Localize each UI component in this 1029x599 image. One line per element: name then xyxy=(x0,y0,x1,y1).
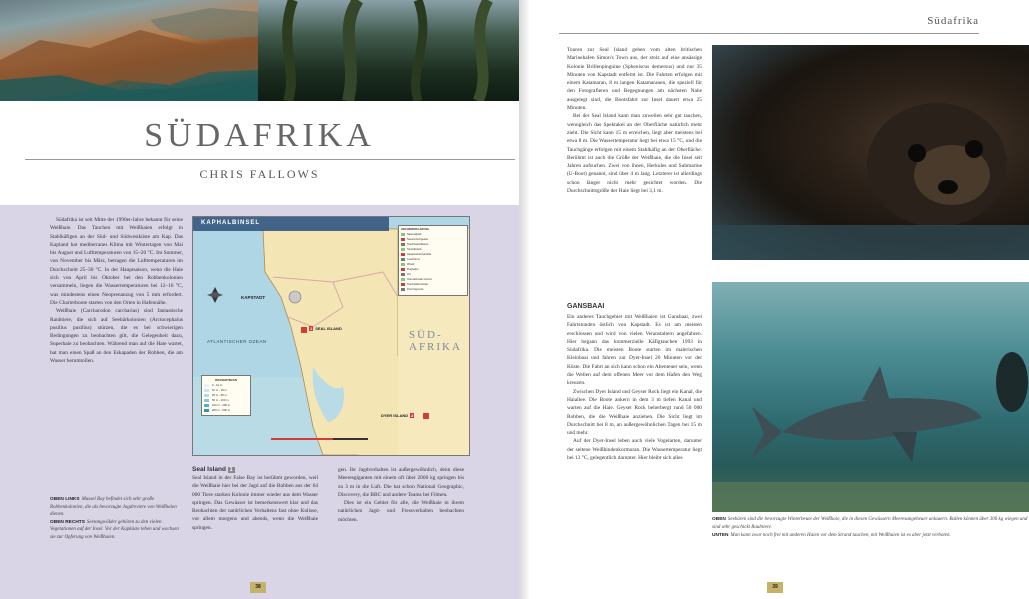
title-rule xyxy=(25,159,515,160)
right-captions xyxy=(712,516,1029,539)
seal-island-paragraph: Seal Island in der False Bay ist berühmt geworden, weil die Weißhaie hier bei der Jagd auf die Robben aus der 64 000 Tiere starken Kolonie immer wieder aus dem Wasser springen. Das Gewässer ist bemerkenswert klar und das Beobachten der natürlichen Verhaltens fast ohne Kulisse, vor allem morgens und abends, wenn die Weißhaie springen. xyxy=(192,475,318,531)
white-shark-photo xyxy=(712,282,1029,512)
map-sea-label: ATLANTISCHER OZEAN xyxy=(207,339,267,344)
legend-swatch xyxy=(401,258,405,261)
gansbaai-paragraph: Zwischen Dyer Island und Geyser Rock liegt ein Kanal, die Haiallee. Die Boote ankern in dem 3 m tiefen Kanal und warten auf die Haie. Geyser Rock beherbergt rund 50 000 Robben, die die Weißhaie anziehen. Die Sicht liegt im Durchschnitt bei 8 m, an außergewöhnlichen Tagen bei 15 m und mehr. xyxy=(567,388,702,437)
map-title: KAPHALBINSEL xyxy=(201,220,261,226)
legend-swatch xyxy=(401,253,405,256)
depth-list xyxy=(204,383,248,413)
seal-island-heading: Seal Island 1 xyxy=(192,466,233,473)
legend-swatch xyxy=(401,233,405,236)
depth-swatch xyxy=(204,404,209,407)
page-number-left: 38 xyxy=(250,582,266,593)
shark-illustration xyxy=(712,282,1029,512)
legend-swatch xyxy=(401,273,405,276)
seal-island-column xyxy=(192,474,318,532)
legend-item: Internationale Grenze xyxy=(401,278,465,283)
legend-swatch xyxy=(401,248,405,251)
depth-item: 200 m - 500 m xyxy=(204,408,248,413)
coastline-photo xyxy=(0,0,258,101)
page-number-right: 39 xyxy=(767,582,783,593)
dyer-island-marker xyxy=(423,413,429,419)
legend-item: Flughafen xyxy=(401,268,465,273)
right-page xyxy=(529,0,1029,599)
legend-swatch xyxy=(401,263,405,266)
legend-item: Provinzgrenze xyxy=(401,288,465,293)
running-head-rule xyxy=(559,33,979,34)
third-column-paragraph: gen. Ihr Jagdverhalten ist außergewöhnlich, denn diese Meeresgiganten mit einem oft über 2000 kg springen bis zu 3 m in die Luft. Die hat schon National Geographic, Discovery, die BBC und andere Teams bei Filmen. xyxy=(338,467,464,498)
intro-column xyxy=(50,216,183,365)
depth-item: 0 - 10 m xyxy=(204,383,248,388)
left-captions xyxy=(50,496,183,542)
seal-illustration xyxy=(712,45,1029,260)
legend-item: Naturschutzgebiet xyxy=(401,238,465,243)
legend-swatch xyxy=(401,268,405,271)
legend-item: Tauchplätze/Anker xyxy=(401,283,465,288)
coastline-illustration xyxy=(0,0,258,101)
legend-title: ZEICHENERKLÄRUNG xyxy=(401,228,429,231)
legend-item: Leuchtturm xyxy=(401,258,465,263)
depth-item: 50 m - 100 m xyxy=(204,398,248,403)
author-name: CHRIS FALLOWS xyxy=(199,167,320,181)
seal-island-marker xyxy=(301,327,307,333)
third-column xyxy=(338,466,464,524)
depth-swatch xyxy=(204,409,209,412)
map-site2-label: DYER ISLAND 2 xyxy=(381,413,414,418)
kelp-forest-photo xyxy=(258,0,519,101)
depth-swatch xyxy=(204,399,209,402)
book-title: SÜDAFRIKA xyxy=(144,117,375,154)
right-paragraph: Touren zur Seal Island gehen vom alten britischen Marinehafen Simon's Town aus, der stolz auf eine ansässige Kolonie Brillenpinguine (Spheniscus demersus) und nur 35 Minuten von Kapstadt entfernt ist. Die Fahrten erfolgen mit einem Katamaran, 8 m langen Katamaranen, die speziell für den Fotografieren und Begegnungen am nächsten Nahe ausgelegt sind, die Bootsfahrt zur Insel dauert etwa 25 Minuten. xyxy=(567,47,702,112)
gansbaai-heading: GANSBAAI xyxy=(567,303,605,310)
legend-item: Strandhotels xyxy=(401,248,465,253)
fur-seal-photo xyxy=(712,45,1029,260)
intro-paragraph: Südafrika ist seit Mitte der 1990er-Jahre bekannt für seine Weißhaie. Das Tauchen mit Weißhaien erfolgt in Stahlkäfigen an der Süd- und Südwestküste am Kap. Das Kapland hat mediterranes Klima mit Wintertagen von Mai bis August und Lufttemperaturen von 15–20 °C. Im Sommer, von November bis März, betragen die Lufttemperaturen im Durchschnitt 25–30 °C. In der Hauptsaison, wenn die Haie sich von April bis Oktober bei den Robbenkolonien versammeln, liegen die Wassertemperaturen bei 12–16 °C, was mindestens einen Neoprenanzug von 5 mm erfordert. Die Charterboote starten von den Orten in Hafennähe. xyxy=(50,217,183,306)
gansbaai-paragraph: Ein anderes Tauchgebiet mit Weißhaien ist Gansbaai, zwei Fahrtstunden östlich von Kapstadt. Es ist am meisten erschlossen und wird von vielen Veranstaltern angefahren. Hier begann das kommerzielle Käfigtauchen 1993 in Südafrika. Die meisten Boote starten im malerischen Kleinbaai und fahren zur Dyer-Insel 20 Minuten vor der Küste. Die Fahrt an sich kann schon ein Abenteuer sein, wenn die Wellen auf dem offenen Meer vor dem Hafen den Weg kreuzen. xyxy=(567,314,702,387)
legend-swatch xyxy=(401,288,405,291)
caption: OBEN Seebären sind die bevorzugte Winterbeute der Weißhaie, die in diesen Gewässern Meeresungeheuer anlauern. Bullen können über 300 kg wiegen und sind sehr geschickt Raubtiere. xyxy=(712,517,1028,530)
legend-swatch xyxy=(401,243,405,246)
depth-item: 10 m - 20 m xyxy=(204,388,248,393)
legend-swatch xyxy=(401,238,405,241)
depth-swatch xyxy=(204,384,209,387)
depth-swatch xyxy=(204,389,209,392)
legend-item: Wrack xyxy=(401,263,465,268)
map-legend xyxy=(398,225,468,296)
kelp-illustration xyxy=(258,0,519,101)
caption: UNTEN Man kann zwar noch frei mit anderen Haien vor dem Strand tauchen, mit Weißhaien ist es aber jetzt verboten. xyxy=(712,532,951,538)
legend-swatch xyxy=(401,283,405,286)
book-gutter xyxy=(519,0,529,599)
map-site1-label: 1 SEAL ISLAND xyxy=(310,326,342,331)
seal-island-badge: 1 xyxy=(229,467,233,473)
depth-item: 100 m - 200 m xyxy=(204,403,248,408)
gansbaai-paragraph: Auf der Dyer-Insel leben auch viele Vogelarten, darunter der seltene Weißbindenkormoran. Die Wassertemperatur liegt bei 13 °C, gelegentlich darunter. Hier bleibt sich alles xyxy=(567,438,702,462)
caption: OBEN RECHTS Seetangwälder gehören zu den vielen Vegetationen auf der Insel. Vor der Kapküste leben und wachsen sie zur Opferung von Weißhaien. xyxy=(50,519,179,540)
gansbaai-column xyxy=(567,313,702,462)
intro-paragraph: Weißhaie (Carcharodon carcharias) sind fantastische Raubtiere, die sich auf Seebärkolonien (Arctocephalus pusillus pusillus) stürzen, die es bei schwierigen Bedingungen zu beobachten gilt, die Gelegenheit dazu, Superhaie zu beobachten. Während man auf die Haie wartet, hat man einen Spaß an den Eskapaden der Robben, die am Wasser herumtollen. xyxy=(50,308,183,365)
title-block xyxy=(0,101,519,205)
running-head: Südafrika xyxy=(927,15,979,27)
legend-swatch xyxy=(401,278,405,281)
depth-item: 20 m - 50 m xyxy=(204,393,248,398)
legend-list xyxy=(401,233,465,293)
right-paragraph: Bei der Seal Island kann man zuweilen sehr gut tauchen, wenngleich das Spektakel an der Oberfläche natürlich mehr zieht. Die Sicht kann 15 m erreichen, liegt aber meistens bei etwa 8 m. Die Wassertemperatur liegt bei etwa 15 °C, und die Tauchgänge erfolgen mit einem Stahlkäfig an der Oberfläche. Berühmt ist auch die Größe der Weißhaie, die die Insel seit Jahren aufsuchen. Zwei von ihnen, Herkules und Submarine (U-Boot) genannt, sind über 4 m lang. Letzterer ist allerdings schon länger nicht mehr gesichtet worden. Die Durchschnittsgröße der Haie liegt bei 3,1 m. xyxy=(567,113,702,195)
legend-item: Nationalpark xyxy=(401,233,465,238)
legend-item: Hauptverkehrsstraße xyxy=(401,253,465,258)
caption: OBEN LINKS Mussel Bay befindet sich sehr große Robbenkolonien, die als bevorzugte Jagdreviere von Weißhaien dienen. xyxy=(50,497,177,518)
right-column-top xyxy=(567,46,702,195)
map-land-label: SÜD- AFRIKA xyxy=(409,329,462,353)
third-column-paragraph: Dies ist ein Gebiet für alle, die Weißhaie in ihrem natürlichen Jagd- und Fressverhalten beobachten möchten. xyxy=(338,500,464,523)
map-city-label: KAPSTADT xyxy=(241,295,266,300)
depth-legend-title: WASSERTIEFEN xyxy=(214,378,238,382)
legend-item: Ort xyxy=(401,273,465,278)
legend-item: Tauchbasis/Resort xyxy=(401,243,465,248)
peninsula-map xyxy=(192,216,470,456)
depth-legend xyxy=(201,375,251,416)
depth-swatch xyxy=(204,394,209,397)
